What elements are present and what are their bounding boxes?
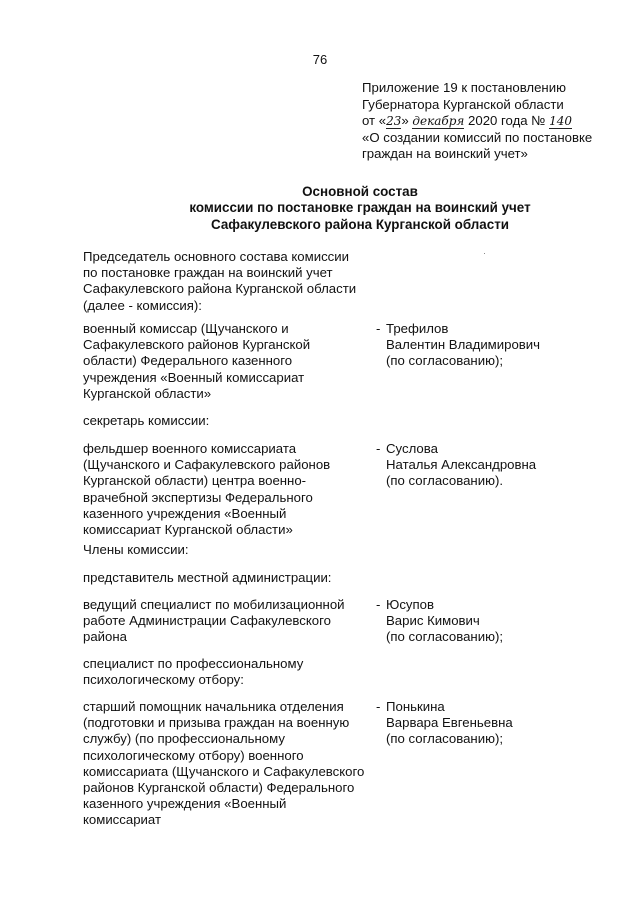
document-title: [100, 184, 620, 233]
row-person: [376, 321, 626, 370]
row-left-text: военный комиссар (Щучанского и Сафакулевского районов Курганской области) Федерального казенного учреждения «Военный комиссариат Курганской области»: [83, 321, 311, 401]
row-person: [376, 699, 626, 748]
date-separator: »: [401, 113, 413, 129]
handwritten-number: 140: [549, 114, 572, 129]
row-left-text: старший помощник начальника отделения (подготовки и призыва граждан на военную службу) (по профессиональному психологическому отбору) военного комиссариата (Щучанского и Сафакулевского районов Курганской области) Федерального казенного учреждения «Военный комиссариат: [83, 699, 365, 828]
person-surname: Юсупов: [386, 597, 434, 612]
row-left-text: Члены комиссии:: [83, 542, 189, 557]
appendix-line-4: «О создании комиссий по постановке: [362, 129, 593, 145]
row-person: [376, 597, 626, 646]
appendix-date-line: [362, 113, 632, 130]
person-note: (по согласованию);: [386, 353, 504, 369]
person-surname: Трефилов: [386, 321, 449, 336]
dash-mark: -: [376, 597, 381, 612]
row-left-text: Председатель основного состава комиссии по постановке граждан на воинский учет Сафакулевского района Курганской области (далее - комиссия):: [83, 249, 357, 313]
person-note: (по согласованию).: [386, 473, 504, 489]
handwritten-month: декабря: [412, 114, 465, 129]
title-line-2: комиссии по постановке граждан на воинский учет: [189, 200, 531, 216]
row-person: [376, 441, 626, 490]
person-surname: Понькина: [386, 699, 445, 714]
dash-mark: -: [376, 441, 381, 456]
dash-mark: -: [376, 321, 381, 336]
person-given-names: Наталья Александровна: [386, 457, 537, 473]
person-given-names: Варвара Евгеньевна: [386, 715, 513, 731]
appendix-line-1: Приложение 19 к постановлению: [362, 80, 566, 95]
page-number: 76: [312, 52, 328, 67]
scan-mark: ·: [483, 248, 486, 258]
row-left-text: фельдшер военного комиссариата (Щучанского и Сафакулевского районов Курганской области) центра военно-врачебной экспертизы Федерального казенного учреждения «Военный комиссариат Курганской области»: [83, 441, 331, 538]
date-year: 2020 года №: [464, 113, 550, 129]
date-prefix: от «: [362, 113, 387, 129]
row-left-text: ведущий специалист по мобилизационной работе Администрации Сафакулевского района: [83, 597, 345, 645]
appendix-line-2: Губернатора Курганской области: [362, 96, 564, 112]
appendix-line-5: граждан на воинский учет»: [362, 146, 528, 162]
row-left-text: специалист по профессиональному психологическому отбору:: [83, 656, 304, 688]
person-note: (по согласованию);: [386, 731, 504, 747]
handwritten-day: 23: [386, 114, 402, 129]
person-note: (по согласованию);: [386, 629, 504, 645]
person-surname: Суслова: [386, 441, 438, 456]
dash-mark: -: [376, 699, 381, 714]
title-line-1: Основной состав: [302, 184, 418, 199]
row-left-text: секретарь комиссии:: [83, 413, 210, 428]
person-given-names: Валентин Владимирович: [386, 337, 541, 353]
appendix-header: [362, 80, 632, 163]
title-line-3: Сафакулевского района Курганской области: [211, 216, 509, 232]
row-left-text: представитель местной администрации:: [83, 570, 332, 585]
person-given-names: Варис Кимович: [386, 613, 480, 629]
